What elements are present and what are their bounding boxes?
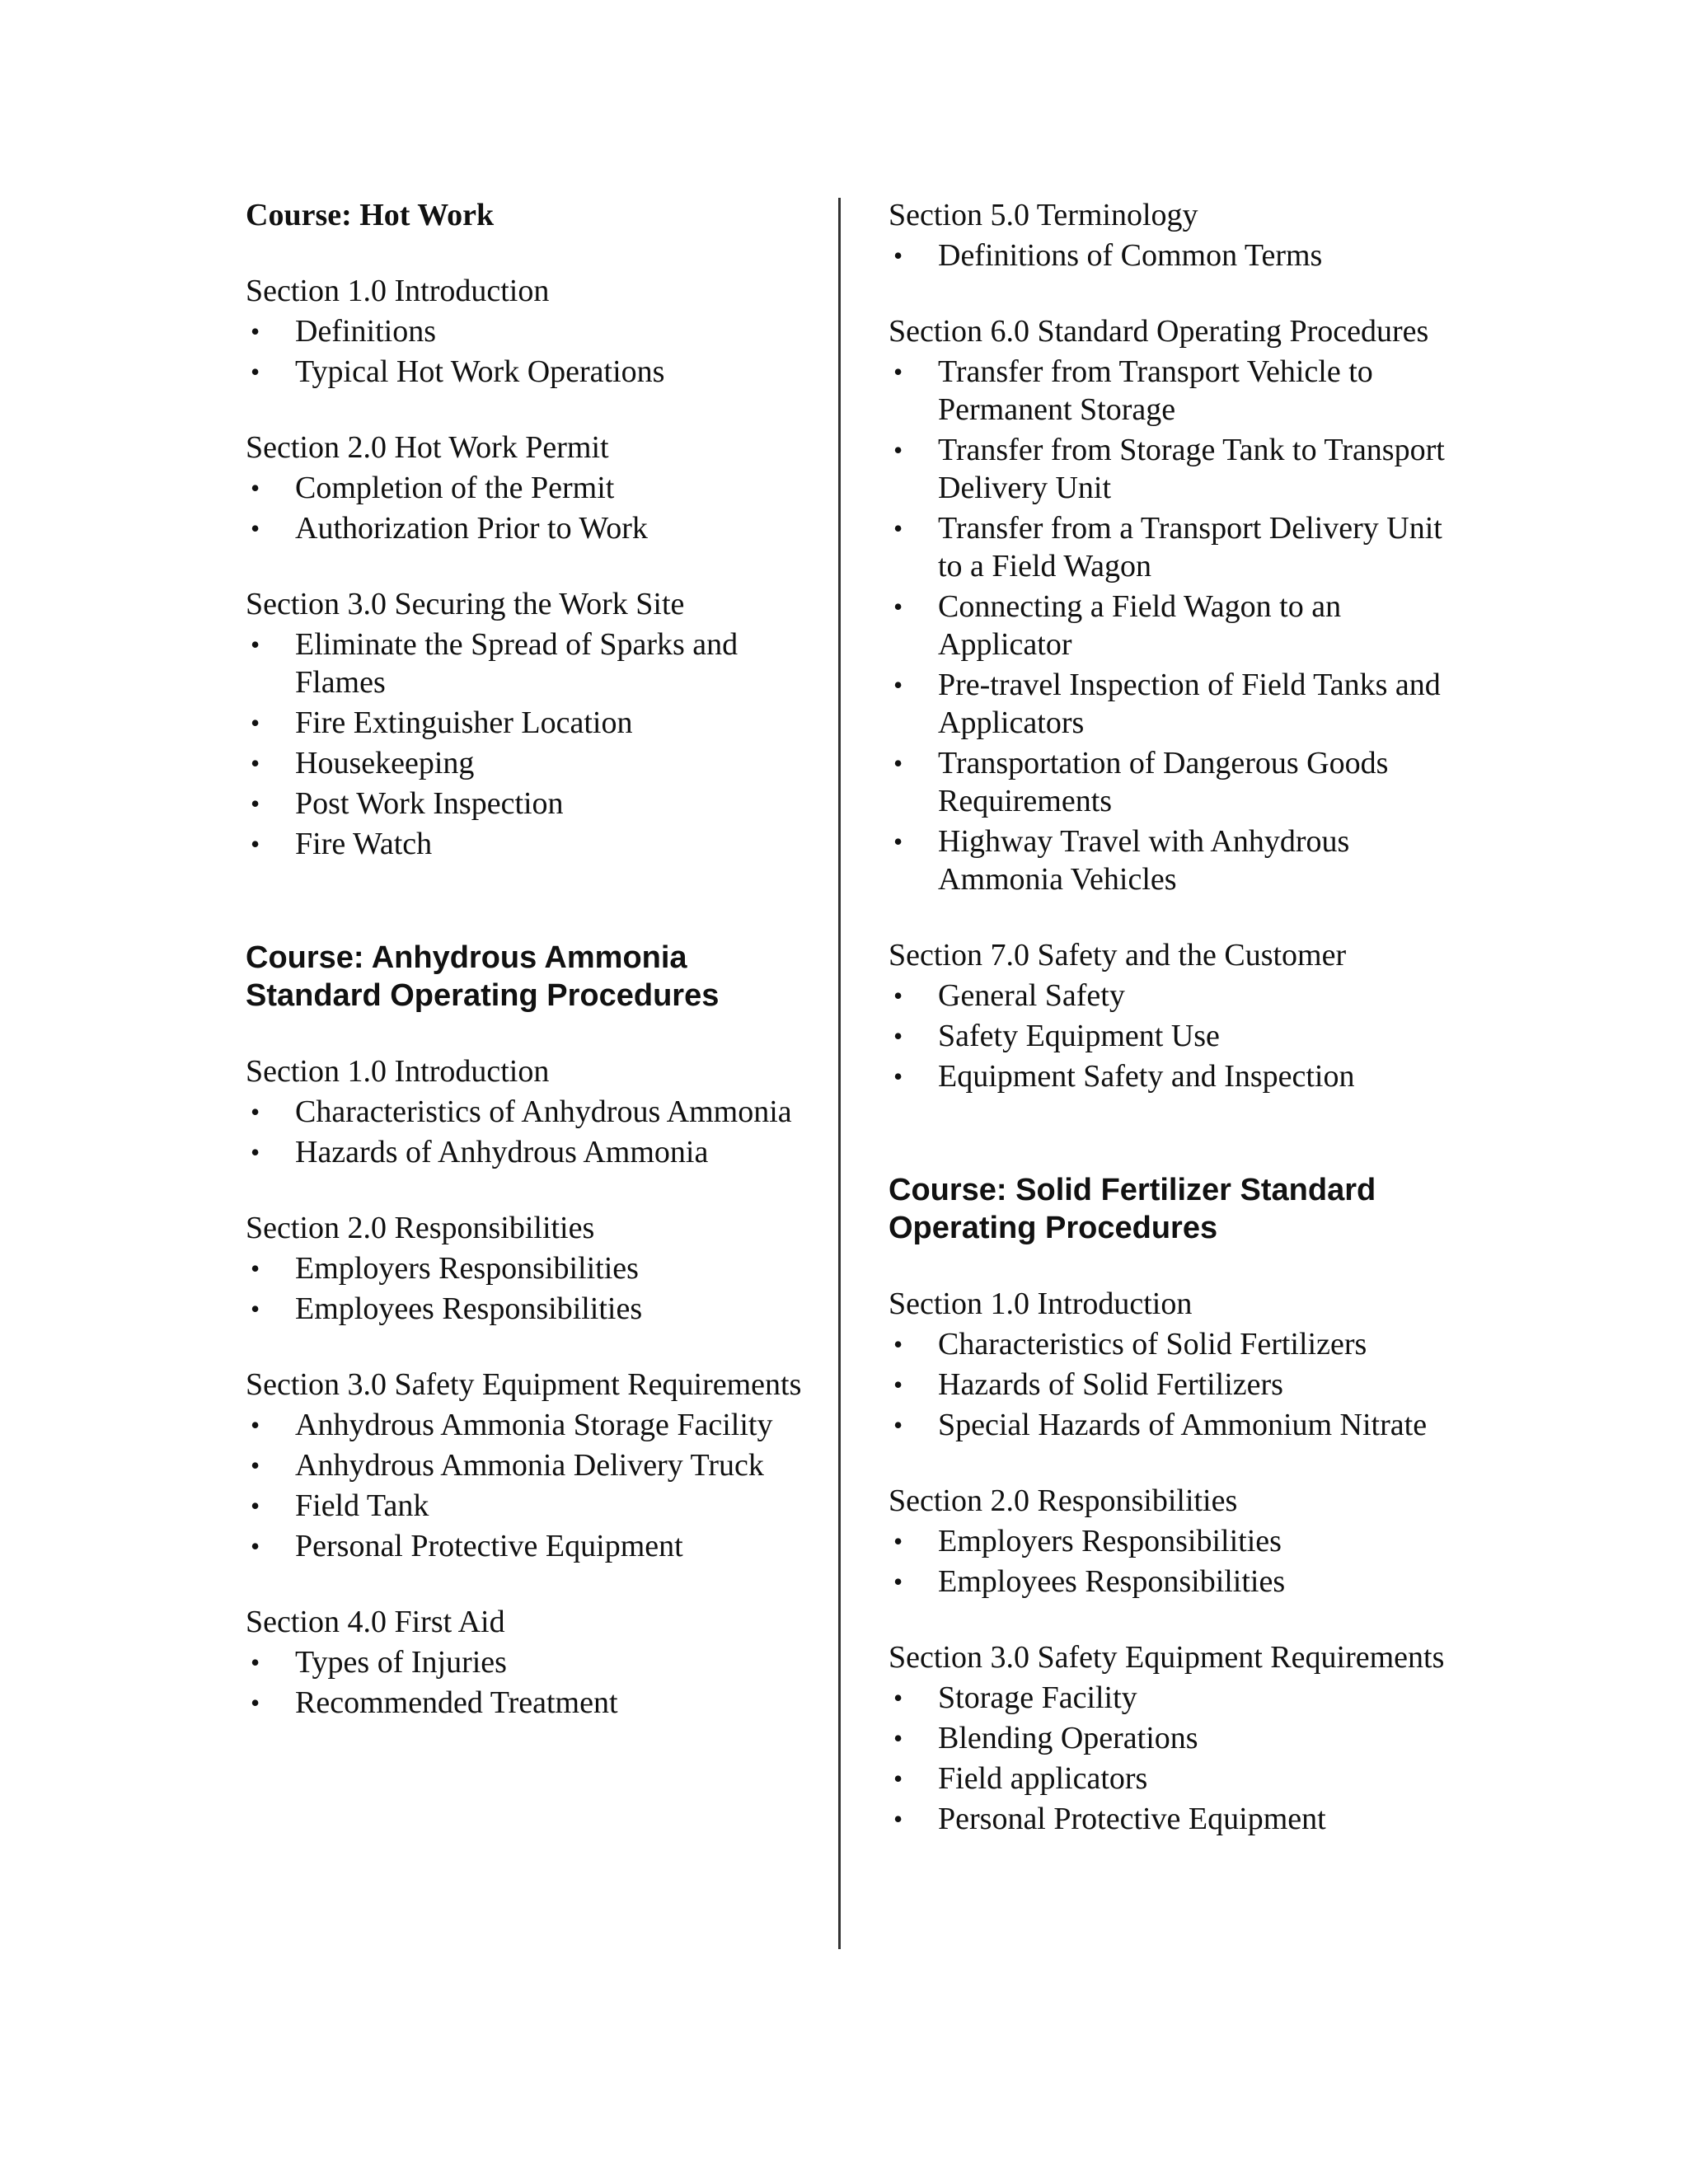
section-title: Section 6.0 Standard Operating Procedures [889,314,1429,349]
list-item: • Pre-travel Inspection of Field Tanks and Applicators [893,668,1441,740]
list-item: • Employers Responsibilities [251,1251,639,1286]
bullet-list [889,237,1457,274]
list-item: • Anhydrous Ammonia Storage Facility [251,1408,773,1442]
right-column [889,196,1457,1876]
bullet-icon: • [251,829,260,859]
bullet-icon: • [893,1764,903,1793]
list-item: • Equipment Safety and Inspection [893,1059,1355,1094]
list-item: • Highway Travel with Anhydrous Ammonia Vehicles [893,824,1350,897]
section [889,1482,1457,1601]
list-item: • Safety Equipment Use [893,1019,1220,1053]
bullet-icon: • [251,789,260,818]
bullet-icon: • [893,981,903,1010]
bullet-icon: • [893,827,903,856]
bullet-icon: • [893,1062,903,1091]
list-item: • Authorization Prior to Work [251,511,648,546]
section [246,429,814,547]
bullet-icon: • [893,1410,903,1440]
list-item: • Personal Protective Equipment [251,1529,683,1563]
section-title: Section 1.0 Introduction [889,1286,1193,1321]
bullet-icon: • [893,435,903,465]
list-item: • Definitions of Common Terms [893,238,1323,273]
bullet-icon: • [893,592,903,621]
section-title: Section 2.0 Responsibilities [889,1483,1238,1518]
list-item: • Personal Protective Equipment [893,1802,1326,1836]
list-item: • Fire Watch [251,827,433,861]
list-item: • Fire Extinguisher Location [251,705,633,740]
bullet-icon: • [251,1491,260,1521]
bullet-icon: • [251,316,260,346]
list-item: • Housekeeping [251,746,475,780]
bullet-icon: • [893,513,903,543]
bullet-icon: • [893,1567,903,1596]
bullet-icon: • [893,1683,903,1713]
list-item: • Blending Operations [893,1721,1198,1755]
list-item: • Special Hazards of Ammonium Nitrate [893,1408,1428,1442]
bullet-icon: • [893,1021,903,1051]
bullet-list [246,1643,814,1722]
bullet-icon: • [251,1410,260,1440]
section [889,1285,1457,1444]
list-item: • Characteristics of Anhydrous Ammonia [251,1094,792,1129]
section [246,272,814,391]
bullet-icon: • [251,357,260,387]
bullet-icon: • [251,513,260,543]
bullet-icon: • [893,1329,903,1359]
list-item: • Field Tank [251,1488,429,1523]
bullet-icon: • [893,1370,903,1399]
bullet-icon: • [251,1688,260,1718]
bullet-icon: • [251,1097,260,1127]
list-item: • Types of Injuries [251,1645,507,1680]
section [246,585,814,863]
bullet-icon: • [893,1526,903,1556]
bullet-icon: • [251,630,260,659]
section [889,196,1457,274]
section [246,1052,814,1171]
list-item: • Transfer from a Transport Delivery Unit to a Field Wagon [893,511,1442,583]
bullet-icon: • [893,1804,903,1834]
list-item: • Employees Responsibilities [893,1564,1286,1599]
bullet-icon: • [251,708,260,738]
bullet-list [889,1522,1457,1601]
section [246,1366,814,1565]
bullet-list [246,1249,814,1328]
list-item: • Hazards of Solid Fertilizers [893,1367,1283,1402]
bullet-list [889,977,1457,1095]
bullet-list [246,312,814,391]
section [889,1638,1457,1838]
section-title: Section 1.0 Introduction [246,1054,550,1089]
list-item: • Transfer from Storage Tank to Transport Delivery Unit [893,433,1445,505]
bullet-icon: • [251,1531,260,1561]
list-item: • Storage Facility [893,1680,1137,1715]
list-item: • Transportation of Dangerous Goods Requirements [893,746,1389,818]
list-item: • Completion of the Permit [251,471,615,505]
list-item: • Employees Responsibilities [251,1291,643,1326]
section-title: Section 4.0 First Aid [246,1605,505,1639]
section-title: Section 3.0 Safety Equipment Requirements [246,1367,802,1402]
course-title: Course: Solid Fertilizer Standard Operating Procedures [889,1173,1376,1245]
list-item: • Characteristics of Solid Fertilizers [893,1327,1367,1361]
list-item: • Post Work Inspection [251,786,564,821]
section-title: Section 1.0 Introduction [246,274,550,308]
list-item: • Connecting a Field Wagon to an Applicator [893,589,1342,662]
bullet-icon: • [893,748,903,778]
list-item: • Recommended Treatment [251,1685,618,1720]
list-item: • Employers Responsibilities [893,1524,1282,1558]
bullet-list [246,626,814,863]
bullet-icon: • [251,1254,260,1283]
bullet-icon: • [893,670,903,700]
bullet-list [246,469,814,547]
list-item: • Definitions [251,314,436,349]
column-divider [838,198,841,1949]
section [889,312,1457,898]
list-item: • Anhydrous Ammonia Delivery Truck [251,1448,764,1483]
bullet-icon: • [251,1294,260,1324]
list-item: • Typical Hot Work Operations [251,354,665,389]
course-title: Course: Hot Work [246,198,495,232]
bullet-list [889,1679,1457,1838]
bullet-icon: • [251,748,260,778]
bullet-icon: • [251,1647,260,1677]
left-column [246,196,814,1760]
section-title: Section 2.0 Responsibilities [246,1211,595,1245]
section-title: Section 2.0 Hot Work Permit [246,430,609,465]
bullet-list [246,1406,814,1565]
section [246,1209,814,1328]
bullet-list [889,1325,1457,1444]
section-title: Section 5.0 Terminology [889,198,1198,232]
bullet-icon: • [251,1451,260,1480]
course-title: Course: Anhydrous Ammonia Standard Operating Procedures [246,940,720,1013]
section-title: Section 3.0 Securing the Work Site [246,587,685,621]
bullet-list [889,353,1457,898]
bullet-list [246,1093,814,1171]
list-item: • Eliminate the Spread of Sparks and Flames [251,627,738,700]
bullet-icon: • [251,1137,260,1167]
section-title: Section 7.0 Safety and the Customer [889,938,1347,972]
list-item: • General Safety [893,978,1125,1013]
bullet-icon: • [893,1723,903,1753]
list-item: • Field applicators [893,1761,1148,1796]
section [889,936,1457,1095]
section-title: Section 3.0 Safety Equipment Requirements [889,1640,1445,1675]
bullet-icon: • [251,473,260,503]
section [246,1603,814,1722]
bullet-icon: • [893,241,903,270]
list-item: • Hazards of Anhydrous Ammonia [251,1135,709,1169]
bullet-icon: • [893,357,903,387]
list-item: • Transfer from Transport Vehicle to Permanent Storage [893,354,1373,427]
